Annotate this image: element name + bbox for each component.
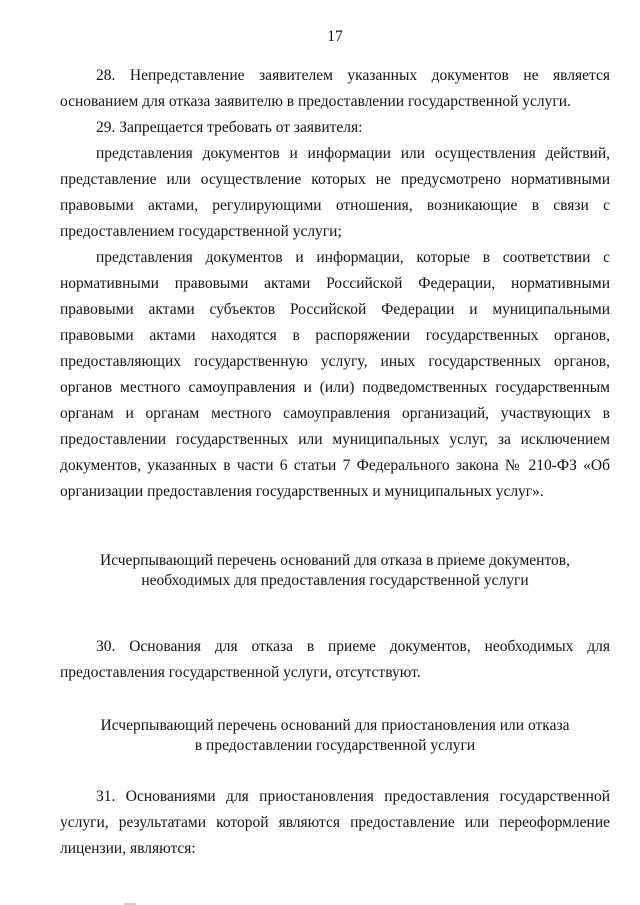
section-heading-suspension-refusal xyxy=(60,716,610,756)
page-number: 17 xyxy=(327,28,343,45)
document-body xyxy=(60,63,610,862)
paragraph-29-item-2: представления документов и информации, которые в соответствии с нормативными правовыми актами Российской Федерации, нормативными правовыми актами субъектов Российской Федерации и муниципальными правовыми актами находятся в распоряжении государственных органов, предоставляющих государственную услугу, иных государственных органов, органов местного самоуправления и (или) подведомственных государственным органам и органам местного самоуправления организаций, участвующих в предоставлении государственных или муниципальных услуг, за исключением документов, указанных в части 6 статьи 7 Федерального закона № 210-ФЗ «Об организации предоставления государственных и муниципальных услуг». xyxy=(60,249,610,500)
heading-line: Исчерпывающий перечень оснований для отказа в приеме документов, xyxy=(100,552,570,569)
paragraph-30: 30. Основания для отказа в приеме документов, необходимых для предоставления государственной услуги, отсутствуют. xyxy=(60,638,610,681)
heading-line: в предоставлении государственной услуги xyxy=(194,737,476,754)
paragraph-29-item-1: представления документов и информации или осуществления действий, представление или осуществление которых не предусмотрено нормативными правовыми актами, регулирующими отношения, возникающие в связи с предоставлением государственной услуги; xyxy=(60,145,610,240)
heading-line: необходимых для предоставления государственной услуги xyxy=(141,572,529,589)
section-heading-refusal-reception xyxy=(60,551,610,591)
paragraph-31: 31. Основаниями для приостановления предоставления государственной услуги, результатами которой являются предоставление или переоформление лицензии, являются: xyxy=(60,788,610,857)
heading-line: Исчерпывающий перечень оснований для приостановления или отказа xyxy=(100,717,570,734)
paragraph-29: 29. Запрещается требовать от заявителя: xyxy=(96,119,363,136)
paragraph-28: 28. Непредставление заявителем указанных документов не является основанием для отказа заявителю в предоставлении государственной услуги. xyxy=(60,67,610,110)
